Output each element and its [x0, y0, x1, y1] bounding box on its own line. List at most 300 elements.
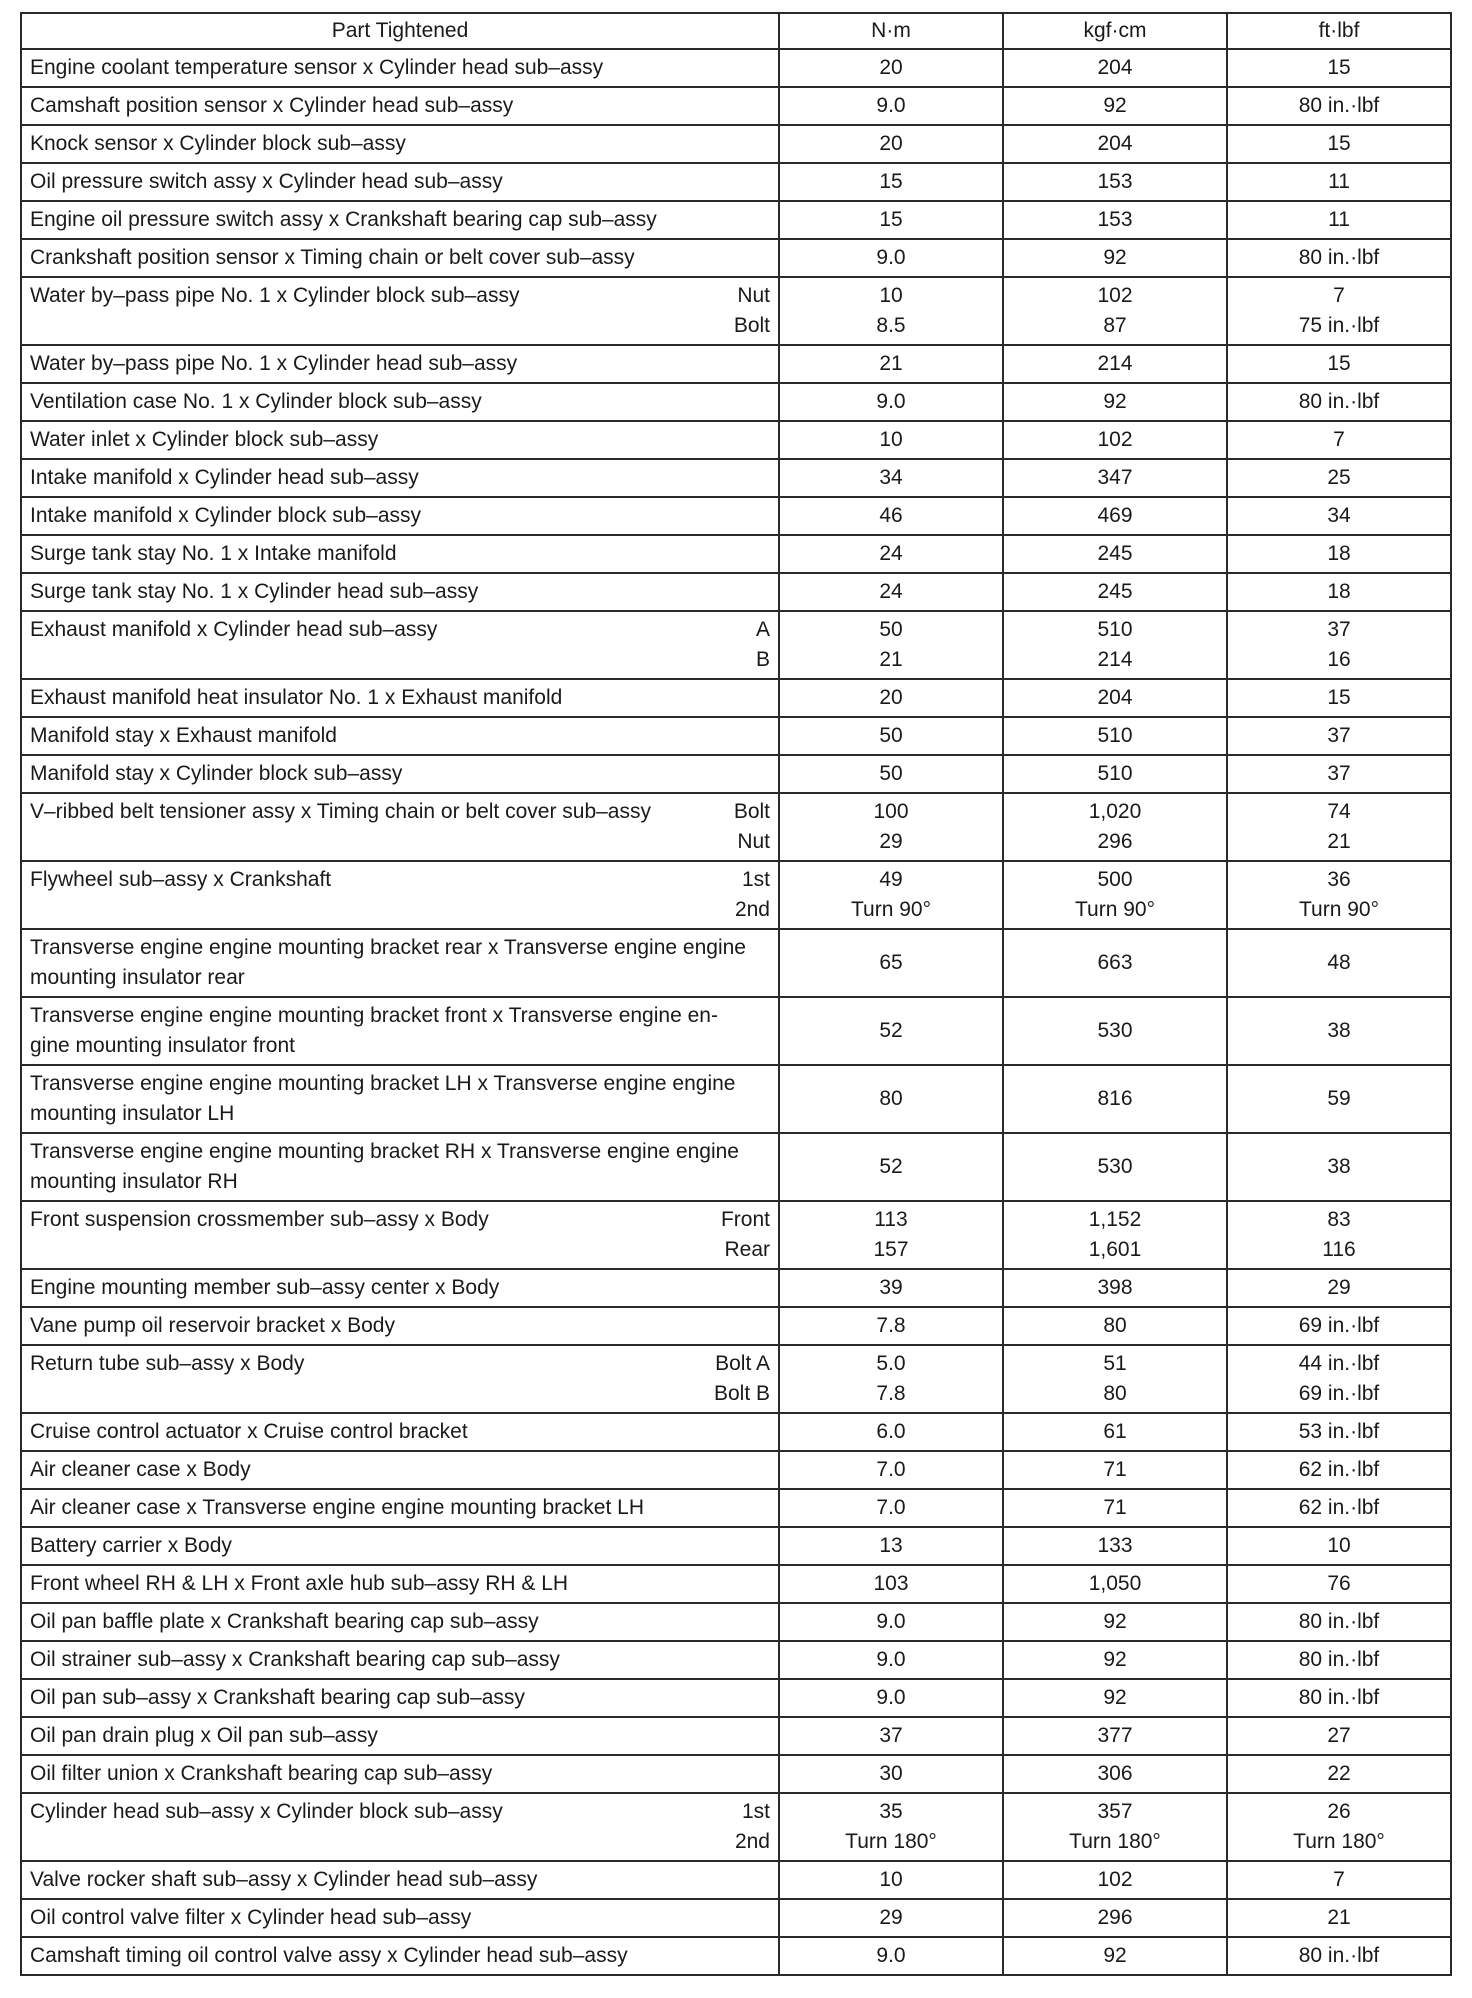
header-ftlbf: ft·lbf: [1227, 13, 1451, 49]
part-name: Intake manifold x Cylinder head sub–assy: [30, 466, 419, 489]
kgfcm-cell: [1003, 861, 1227, 929]
nm-cell: [779, 1269, 1003, 1307]
part-cell: [21, 1937, 779, 1975]
nm-value: 65: [879, 951, 903, 974]
nm-value: 50: [879, 762, 903, 785]
table-row: [21, 459, 1451, 497]
kgfcm-cell: [1003, 755, 1227, 793]
kgfcm-cell: [1003, 49, 1227, 87]
kgfcm-value: 102: [1097, 1868, 1133, 1891]
part-name: Manifold stay x Cylinder block sub–assy: [30, 762, 403, 785]
ftlbf-value: 22: [1327, 1762, 1351, 1785]
condition-label-2: 2nd: [734, 1830, 770, 1853]
nm-cell: [779, 679, 1003, 717]
part-cell: [21, 1133, 779, 1201]
kgfcm-value-2: Turn 90°: [1075, 898, 1155, 921]
condition-label-2: Rear: [724, 1238, 770, 1261]
nm-cell: [779, 1793, 1003, 1861]
table-row: [21, 535, 1451, 573]
part-name-line-2: gine mounting insulator front: [30, 1034, 295, 1057]
ftlbf-value: 7: [1333, 428, 1345, 451]
nm-value-1: 113: [874, 1208, 908, 1231]
part-cell: [21, 861, 779, 929]
part-name: Oil pressure switch assy x Cylinder head sub–assy: [30, 170, 503, 193]
table-row: [21, 1641, 1451, 1679]
nm-value: 6.0: [876, 1420, 906, 1443]
part-name: Battery carrier x Body: [30, 1534, 232, 1557]
kgfcm-value: 92: [1103, 390, 1127, 413]
kgfcm-value: 71: [1103, 1458, 1127, 1481]
kgfcm-value: 296: [1097, 1906, 1133, 1929]
nm-value: 20: [879, 132, 903, 155]
nm-cell: [779, 459, 1003, 497]
part-cell: [21, 125, 779, 163]
part-cell: [21, 1307, 779, 1345]
kgfcm-value: 204: [1097, 56, 1133, 79]
part-name: Oil pan drain plug x Oil pan sub–assy: [30, 1724, 378, 1747]
table-row: [21, 1527, 1451, 1565]
part-cell: [21, 383, 779, 421]
nm-value: 9.0: [876, 1648, 906, 1671]
ftlbf-value: 15: [1327, 56, 1351, 79]
nm-value: 9.0: [876, 390, 906, 413]
kgfcm-cell: [1003, 1899, 1227, 1937]
part-cell: [21, 1793, 779, 1861]
ftlbf-cell: [1227, 1937, 1451, 1975]
part-cell: [21, 1565, 779, 1603]
table-row: [21, 1201, 1451, 1269]
part-cell: [21, 201, 779, 239]
nm-cell: [779, 1755, 1003, 1793]
kgfcm-cell: [1003, 1413, 1227, 1451]
part-cell: [21, 997, 779, 1065]
kgfcm-value: 133: [1097, 1534, 1133, 1557]
part-name-line-1: Transverse engine engine mounting bracket rear x Transverse engine engine: [30, 936, 746, 959]
kgfcm-cell: [1003, 1793, 1227, 1861]
ftlbf-cell: [1227, 497, 1451, 535]
condition-label-1: Nut: [737, 284, 770, 307]
condition-label-1: Bolt: [733, 800, 770, 823]
ftlbf-value-1: 44 in.·lbf: [1298, 1352, 1380, 1375]
ftlbf-value-2: 69 in.·lbf: [1298, 1382, 1380, 1405]
nm-cell: [779, 1451, 1003, 1489]
ftlbf-value: 18: [1327, 542, 1351, 565]
ftlbf-cell: [1227, 1641, 1451, 1679]
part-name: Cruise control actuator x Cruise control bracket: [30, 1420, 468, 1443]
part-name-line-2: mounting insulator rear: [30, 966, 245, 989]
nm-value: 15: [879, 170, 903, 193]
kgfcm-cell: [1003, 277, 1227, 345]
nm-value: 9.0: [876, 1686, 906, 1709]
part-name: Vane pump oil reservoir bracket x Body: [30, 1314, 395, 1337]
part-name: Oil pan sub–assy x Crankshaft bearing cap sub–assy: [30, 1686, 525, 1709]
kgfcm-value-2: 214: [1097, 648, 1133, 671]
kgfcm-cell: [1003, 383, 1227, 421]
part-name: Front wheel RH & LH x Front axle hub sub–assy RH & LH: [30, 1572, 569, 1595]
part-name: Oil control valve filter x Cylinder head sub–assy: [30, 1906, 472, 1929]
header-part: Part Tightened: [21, 13, 779, 49]
kgfcm-value: 102: [1097, 428, 1133, 451]
kgfcm-cell: [1003, 1937, 1227, 1975]
kgfcm-cell: [1003, 717, 1227, 755]
kgfcm-cell: [1003, 573, 1227, 611]
nm-value-1: 35: [879, 1800, 903, 1823]
kgfcm-cell: [1003, 459, 1227, 497]
kgfcm-cell: [1003, 1565, 1227, 1603]
ftlbf-cell: [1227, 49, 1451, 87]
kgfcm-cell: [1003, 1307, 1227, 1345]
part-name: Engine mounting member sub–assy center x Body: [30, 1276, 500, 1299]
part-cell: [21, 755, 779, 793]
nm-value-2: 8.5: [876, 314, 906, 337]
nm-cell: [779, 1345, 1003, 1413]
table-row: [21, 1861, 1451, 1899]
table-row: [21, 793, 1451, 861]
nm-cell: [779, 1527, 1003, 1565]
kgfcm-value: 92: [1103, 1610, 1127, 1633]
part-name: Manifold stay x Exhaust manifold: [30, 724, 337, 747]
nm-value: 9.0: [876, 94, 906, 117]
part-name: Air cleaner case x Transverse engine engine mounting bracket LH: [30, 1496, 645, 1519]
part-name: Water inlet x Cylinder block sub–assy: [30, 428, 379, 451]
kgfcm-value-1: 510: [1097, 618, 1133, 641]
table-row: [21, 1065, 1451, 1133]
kgfcm-cell: [1003, 201, 1227, 239]
nm-cell: [779, 997, 1003, 1065]
kgfcm-value-1: 500: [1097, 868, 1133, 891]
ftlbf-cell: [1227, 755, 1451, 793]
kgfcm-cell: [1003, 1755, 1227, 1793]
kgfcm-value-1: 51: [1103, 1352, 1127, 1375]
part-name-line-1: Transverse engine engine mounting bracket RH x Transverse engine engine: [30, 1140, 739, 1163]
part-name: Oil strainer sub–assy x Crankshaft bearing cap sub–assy: [30, 1648, 560, 1671]
header-kgfcm: kgf·cm: [1003, 13, 1227, 49]
table-row: [21, 1679, 1451, 1717]
ftlbf-cell: [1227, 611, 1451, 679]
ftlbf-cell: [1227, 1679, 1451, 1717]
ftlbf-value: 38: [1327, 1155, 1351, 1178]
nm-value: 30: [879, 1762, 903, 1785]
part-cell: [21, 1527, 779, 1565]
part-name: Oil pan baffle plate x Crankshaft bearing cap sub–assy: [30, 1610, 539, 1633]
ftlbf-cell: [1227, 679, 1451, 717]
table-row: [21, 861, 1451, 929]
part-cell: [21, 1899, 779, 1937]
part-name-line-2: mounting insulator LH: [30, 1102, 235, 1125]
kgfcm-cell: [1003, 87, 1227, 125]
part-cell: [21, 345, 779, 383]
table-row: [21, 1451, 1451, 1489]
nm-cell: [779, 345, 1003, 383]
nm-value-1: 50: [879, 618, 903, 641]
part-cell: [21, 1065, 779, 1133]
kgfcm-cell: [1003, 611, 1227, 679]
kgfcm-value: 245: [1097, 542, 1133, 565]
nm-value: 13: [879, 1534, 903, 1557]
nm-cell: [779, 87, 1003, 125]
part-cell: [21, 717, 779, 755]
nm-cell: [779, 929, 1003, 997]
table-row: [21, 1345, 1451, 1413]
kgfcm-cell: [1003, 1133, 1227, 1201]
kgfcm-value: 204: [1097, 686, 1133, 709]
table-row: [21, 1937, 1451, 1975]
part-name: Return tube sub–assy x Body: [30, 1352, 305, 1375]
kgfcm-value: 530: [1097, 1155, 1133, 1178]
ftlbf-cell: [1227, 1201, 1451, 1269]
nm-cell: [779, 1307, 1003, 1345]
part-cell: [21, 49, 779, 87]
kgfcm-cell: [1003, 535, 1227, 573]
nm-cell: [779, 793, 1003, 861]
part-cell: [21, 1269, 779, 1307]
nm-value: 34: [879, 466, 903, 489]
part-cell: [21, 1345, 779, 1413]
ftlbf-value: 15: [1327, 686, 1351, 709]
kgfcm-value: 92: [1103, 246, 1127, 269]
ftlbf-value: 69 in.·lbf: [1298, 1314, 1380, 1337]
ftlbf-cell: [1227, 1307, 1451, 1345]
ftlbf-value: 80 in.·lbf: [1298, 94, 1380, 117]
kgfcm-cell: [1003, 1451, 1227, 1489]
ftlbf-cell: [1227, 421, 1451, 459]
nm-cell: [779, 277, 1003, 345]
condition-label-2: Bolt B: [713, 1382, 770, 1405]
nm-cell: [779, 421, 1003, 459]
nm-value: 9.0: [876, 1944, 906, 1967]
ftlbf-value: 34: [1327, 504, 1351, 527]
ftlbf-cell: [1227, 1527, 1451, 1565]
nm-cell: [779, 201, 1003, 239]
torque-spec-sheet: [20, 12, 1450, 1976]
nm-cell: [779, 535, 1003, 573]
kgfcm-cell: [1003, 497, 1227, 535]
part-name: V–ribbed belt tensioner assy x Timing chain or belt cover sub–assy: [30, 800, 651, 823]
ftlbf-value-2: 16: [1327, 648, 1351, 671]
table-row: [21, 755, 1451, 793]
kgfcm-value: 92: [1103, 1648, 1127, 1671]
header-nm: N·m: [779, 13, 1003, 49]
nm-cell: [779, 497, 1003, 535]
kgfcm-cell: [1003, 163, 1227, 201]
table-row: [21, 717, 1451, 755]
kgfcm-value: 306: [1097, 1762, 1133, 1785]
ftlbf-value: 21: [1327, 1906, 1351, 1929]
kgfcm-cell: [1003, 1201, 1227, 1269]
part-name: Ventilation case No. 1 x Cylinder block sub–assy: [30, 390, 482, 413]
table-row: [21, 239, 1451, 277]
kgfcm-cell: [1003, 1717, 1227, 1755]
ftlbf-value: 15: [1327, 132, 1351, 155]
part-cell: [21, 163, 779, 201]
part-cell: [21, 1755, 779, 1793]
table-row: [21, 1565, 1451, 1603]
part-cell: [21, 421, 779, 459]
nm-cell: [779, 383, 1003, 421]
kgfcm-cell: [1003, 421, 1227, 459]
part-cell: [21, 1861, 779, 1899]
part-cell: [21, 679, 779, 717]
kgfcm-cell: [1003, 929, 1227, 997]
table-row: [21, 345, 1451, 383]
nm-value: 10: [879, 428, 903, 451]
ftlbf-cell: [1227, 459, 1451, 497]
part-name: Intake manifold x Cylinder block sub–assy: [30, 504, 422, 527]
kgfcm-cell: [1003, 1345, 1227, 1413]
part-cell: [21, 277, 779, 345]
kgfcm-value: 214: [1097, 352, 1133, 375]
nm-value: 20: [879, 56, 903, 79]
ftlbf-cell: [1227, 1603, 1451, 1641]
part-name: Camshaft position sensor x Cylinder head sub–assy: [30, 94, 514, 117]
part-name: Knock sensor x Cylinder block sub–assy: [30, 132, 406, 155]
ftlbf-cell: [1227, 201, 1451, 239]
part-cell: [21, 535, 779, 573]
nm-value: 7.0: [876, 1496, 906, 1519]
nm-value-2: 7.8: [876, 1382, 906, 1405]
nm-value: 24: [879, 542, 903, 565]
nm-cell: [779, 611, 1003, 679]
table-row: [21, 1603, 1451, 1641]
ftlbf-value: 29: [1327, 1276, 1351, 1299]
nm-value: 52: [879, 1019, 903, 1042]
condition-label-2: B: [755, 648, 770, 671]
part-cell: [21, 1201, 779, 1269]
nm-cell: [779, 1201, 1003, 1269]
ftlbf-value: 80 in.·lbf: [1298, 246, 1380, 269]
kgfcm-cell: [1003, 345, 1227, 383]
ftlbf-cell: [1227, 125, 1451, 163]
nm-value: 9.0: [876, 1610, 906, 1633]
nm-value-2: 29: [879, 830, 903, 853]
part-name: Water by–pass pipe No. 1 x Cylinder head sub–assy: [30, 352, 518, 375]
nm-value: 7.8: [876, 1314, 906, 1337]
table-row: [21, 201, 1451, 239]
kgfcm-value: 92: [1103, 1944, 1127, 1967]
kgfcm-value: 61: [1103, 1420, 1127, 1443]
ftlbf-cell: [1227, 717, 1451, 755]
nm-cell: [779, 125, 1003, 163]
nm-value: 21: [879, 352, 903, 375]
table-row: [21, 679, 1451, 717]
kgfcm-value: 469: [1097, 504, 1133, 527]
condition-label-2: Nut: [737, 830, 770, 853]
table-row: [21, 611, 1451, 679]
ftlbf-cell: [1227, 1861, 1451, 1899]
part-cell: [21, 459, 779, 497]
ftlbf-cell: [1227, 1065, 1451, 1133]
ftlbf-value-2: 21: [1327, 830, 1351, 853]
condition-label-1: 1st: [741, 868, 770, 891]
part-cell: [21, 497, 779, 535]
kgfcm-value-1: 1,020: [1088, 800, 1142, 823]
nm-cell: [779, 1133, 1003, 1201]
kgfcm-cell: [1003, 1527, 1227, 1565]
nm-cell: [779, 1717, 1003, 1755]
part-cell: [21, 1641, 779, 1679]
ftlbf-value: 25: [1327, 466, 1351, 489]
ftlbf-value: 80 in.·lbf: [1298, 1648, 1380, 1671]
part-name: Valve rocker shaft sub–assy x Cylinder head sub–assy: [30, 1868, 538, 1891]
part-name: Oil filter union x Crankshaft bearing cap sub–assy: [30, 1762, 493, 1785]
part-name: Surge tank stay No. 1 x Cylinder head sub–assy: [30, 580, 479, 603]
part-cell: [21, 87, 779, 125]
kgfcm-value: 80: [1103, 1314, 1127, 1337]
kgfcm-value-2: 80: [1103, 1382, 1127, 1405]
table-row: [21, 49, 1451, 87]
table-row: [21, 997, 1451, 1065]
nm-value-1: 49: [879, 868, 903, 891]
kgfcm-value: 398: [1097, 1276, 1133, 1299]
ftlbf-value: 59: [1327, 1087, 1351, 1110]
kgfcm-cell: [1003, 239, 1227, 277]
nm-cell: [779, 717, 1003, 755]
kgfcm-cell: [1003, 1641, 1227, 1679]
ftlbf-value-1: 37: [1327, 618, 1351, 641]
table-row: [21, 1717, 1451, 1755]
ftlbf-value-2: 75 in.·lbf: [1298, 314, 1380, 337]
nm-value: 29: [879, 1906, 903, 1929]
part-cell: [21, 929, 779, 997]
part-name: Camshaft timing oil control valve assy x Cylinder head sub–assy: [30, 1944, 628, 1967]
ftlbf-cell: [1227, 1489, 1451, 1527]
table-row: [21, 1269, 1451, 1307]
part-name: Crankshaft position sensor x Timing chain or belt cover sub–assy: [30, 246, 635, 269]
part-cell: [21, 793, 779, 861]
condition-label-2: 2nd: [734, 898, 770, 921]
ftlbf-cell: [1227, 1755, 1451, 1793]
table-row: [21, 421, 1451, 459]
table-row: [21, 1307, 1451, 1345]
nm-cell: [779, 163, 1003, 201]
kgfcm-value-2: 1,601: [1088, 1238, 1142, 1261]
nm-value-1: 5.0: [876, 1352, 906, 1375]
ftlbf-value: 76: [1327, 1572, 1351, 1595]
nm-cell: [779, 239, 1003, 277]
kgfcm-cell: [1003, 1861, 1227, 1899]
table-row: [21, 1489, 1451, 1527]
nm-cell: [779, 755, 1003, 793]
part-cell: [21, 1451, 779, 1489]
kgfcm-value: 510: [1097, 762, 1133, 785]
nm-cell: [779, 1937, 1003, 1975]
table-row: [21, 87, 1451, 125]
ftlbf-value-1: 26: [1327, 1800, 1351, 1823]
kgfcm-value: 153: [1097, 208, 1133, 231]
ftlbf-value: 80 in.·lbf: [1298, 1944, 1380, 1967]
ftlbf-cell: [1227, 1899, 1451, 1937]
ftlbf-value: 11: [1328, 208, 1350, 231]
ftlbf-value: 62 in.·lbf: [1298, 1496, 1380, 1519]
kgfcm-cell: [1003, 1603, 1227, 1641]
nm-value-2: Turn 90°: [851, 898, 931, 921]
kgfcm-value: 204: [1097, 132, 1133, 155]
part-name: Engine coolant temperature sensor x Cylinder head sub–assy: [30, 56, 604, 79]
ftlbf-cell: [1227, 573, 1451, 611]
ftlbf-value: 48: [1327, 951, 1351, 974]
nm-value: 10: [879, 1868, 903, 1891]
nm-cell: [779, 1565, 1003, 1603]
nm-value: 50: [879, 724, 903, 747]
part-name: Water by–pass pipe No. 1 x Cylinder block sub–assy: [30, 284, 520, 307]
kgfcm-value-1: 1,152: [1088, 1208, 1142, 1231]
condition-label-1: A: [755, 618, 770, 641]
part-name-line-2: mounting insulator RH: [30, 1170, 238, 1193]
kgfcm-value-2: 87: [1103, 314, 1127, 337]
ftlbf-value: 80 in.·lbf: [1298, 1610, 1380, 1633]
ftlbf-value-1: 74: [1327, 800, 1351, 823]
ftlbf-cell: [1227, 277, 1451, 345]
